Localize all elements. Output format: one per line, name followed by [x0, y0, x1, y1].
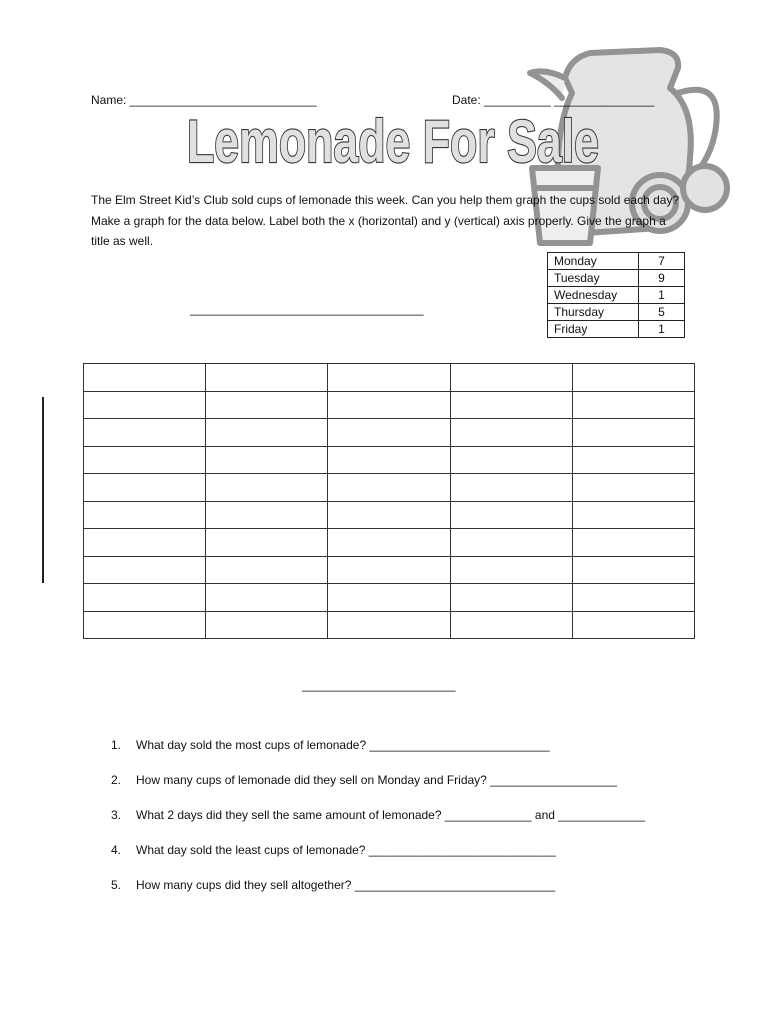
- question-number: 2.: [111, 773, 122, 787]
- day-cell: Friday: [548, 321, 639, 338]
- graph-grid-cell[interactable]: [450, 419, 572, 447]
- graph-grid-cell[interactable]: [84, 529, 206, 557]
- graph-grid-row: [84, 474, 695, 502]
- question-text[interactable]: How many cups did they sell altogether? ______________________________: [136, 878, 555, 892]
- graph-grid[interactable]: [83, 363, 695, 639]
- page-title-text: Lemonade For Sale: [187, 108, 599, 175]
- day-cell: Monday: [548, 253, 639, 270]
- question-text[interactable]: What day sold the most cups of lemonade? ___________________________: [136, 738, 550, 752]
- graph-grid-cell[interactable]: [84, 419, 206, 447]
- graph-grid-cell[interactable]: [206, 501, 328, 529]
- graph-grid-cell[interactable]: [84, 364, 206, 392]
- question-number: 5.: [111, 878, 122, 892]
- question-text[interactable]: What day sold the least cups of lemonade? ____________________________: [136, 843, 556, 857]
- graph-grid-cell[interactable]: [328, 611, 450, 639]
- graph-grid-cell[interactable]: [572, 611, 694, 639]
- graph-grid-cell[interactable]: [84, 556, 206, 584]
- graph-grid-cell[interactable]: [450, 584, 572, 612]
- graph-grid-row: [84, 584, 695, 612]
- graph-grid-cell[interactable]: [450, 364, 572, 392]
- graph-grid-cell[interactable]: [84, 474, 206, 502]
- graph-grid-cell[interactable]: [206, 611, 328, 639]
- graph-grid-cell[interactable]: [84, 611, 206, 639]
- graph-grid-cell[interactable]: [328, 391, 450, 419]
- graph-grid-row: [84, 529, 695, 557]
- graph-grid-cell[interactable]: [206, 419, 328, 447]
- graph-grid-cell[interactable]: [572, 419, 694, 447]
- graph-grid-cell[interactable]: [206, 584, 328, 612]
- question-number: 3.: [111, 808, 122, 822]
- graph-grid-cell[interactable]: [328, 529, 450, 557]
- graph-title-blank[interactable]: ___________________________________: [190, 302, 424, 316]
- graph-grid-cell[interactable]: [572, 584, 694, 612]
- question-number: 1.: [111, 738, 122, 752]
- graph-grid-cell[interactable]: [328, 501, 450, 529]
- cups-cell: 9: [639, 270, 685, 287]
- graph-grid-cell[interactable]: [84, 584, 206, 612]
- graph-grid-cell[interactable]: [450, 501, 572, 529]
- graph-grid-cell[interactable]: [572, 391, 694, 419]
- date-field-line[interactable]: Date: __________ _______________: [452, 93, 655, 107]
- graph-grid-cell[interactable]: [84, 446, 206, 474]
- question-number: 4.: [111, 843, 122, 857]
- day-cell: Tuesday: [548, 270, 639, 287]
- graph-grid-cell[interactable]: [572, 474, 694, 502]
- data-table-row: [548, 270, 685, 287]
- cups-cell: 7: [639, 253, 685, 270]
- graph-grid-cell[interactable]: [328, 446, 450, 474]
- graph-grid-cell[interactable]: [450, 446, 572, 474]
- graph-grid-cell[interactable]: [450, 474, 572, 502]
- data-table-row: [548, 304, 685, 321]
- y-axis-label-line[interactable]: [42, 397, 44, 583]
- cups-cell: 5: [639, 304, 685, 321]
- graph-grid-cell[interactable]: [328, 584, 450, 612]
- data-table-row: [548, 253, 685, 270]
- question-item: [111, 773, 617, 787]
- graph-grid-cell[interactable]: [84, 391, 206, 419]
- day-cell: Thursday: [548, 304, 639, 321]
- graph-grid-cell[interactable]: [450, 611, 572, 639]
- name-field-line[interactable]: Name: ____________________________: [91, 93, 317, 107]
- graph-grid-cell[interactable]: [328, 474, 450, 502]
- graph-grid-row: [84, 501, 695, 529]
- graph-grid-cell[interactable]: [572, 364, 694, 392]
- question-item: [111, 738, 550, 752]
- cups-cell: 1: [639, 287, 685, 304]
- graph-grid-cell[interactable]: [206, 391, 328, 419]
- graph-grid-cell[interactable]: [572, 501, 694, 529]
- graph-grid-cell[interactable]: [328, 556, 450, 584]
- graph-grid-cell[interactable]: [206, 446, 328, 474]
- question-item: [111, 878, 555, 892]
- graph-grid-cell[interactable]: [572, 446, 694, 474]
- graph-grid-cell[interactable]: [572, 529, 694, 557]
- instructions-paragraph: The Elm Street Kid’s Club sold cups of lemonade this week. Can you help them graph the cups sold each day? Make a graph for the data below. Label both the x (horizontal) and y (vertical) axis properly. Give the graph a title as well.: [91, 193, 680, 248]
- graph-grid-cell[interactable]: [450, 556, 572, 584]
- cups-cell: 1: [639, 321, 685, 338]
- question-item: [111, 808, 645, 822]
- graph-grid-cell[interactable]: [328, 364, 450, 392]
- graph-grid-cell[interactable]: [84, 501, 206, 529]
- sales-data-table: [547, 252, 685, 338]
- day-cell: Wednesday: [548, 287, 639, 304]
- graph-grid-row: [84, 556, 695, 584]
- graph-grid-cell[interactable]: [450, 391, 572, 419]
- graph-grid-cell[interactable]: [450, 529, 572, 557]
- graph-grid-cell[interactable]: [572, 556, 694, 584]
- graph-grid-cell[interactable]: [206, 364, 328, 392]
- question-text[interactable]: What 2 days did they sell the same amount of lemonade? _____________ and _____________: [136, 808, 646, 822]
- x-axis-label-blank[interactable]: _______________________: [302, 678, 456, 692]
- data-table-row: [548, 287, 685, 304]
- graph-grid-cell[interactable]: [206, 556, 328, 584]
- question-text[interactable]: How many cups of lemonade did they sell on Monday and Friday? ___________________: [136, 773, 617, 787]
- data-table-row: [548, 321, 685, 338]
- graph-grid-row: [84, 391, 695, 419]
- graph-grid-row: [84, 364, 695, 392]
- graph-grid-row: [84, 419, 695, 447]
- question-item: [111, 843, 556, 857]
- graph-grid-cell[interactable]: [328, 419, 450, 447]
- page-title: [183, 104, 603, 174]
- graph-grid-cell[interactable]: [206, 529, 328, 557]
- graph-grid-row: [84, 446, 695, 474]
- graph-grid-cell[interactable]: [206, 474, 328, 502]
- graph-grid-row: [84, 611, 695, 639]
